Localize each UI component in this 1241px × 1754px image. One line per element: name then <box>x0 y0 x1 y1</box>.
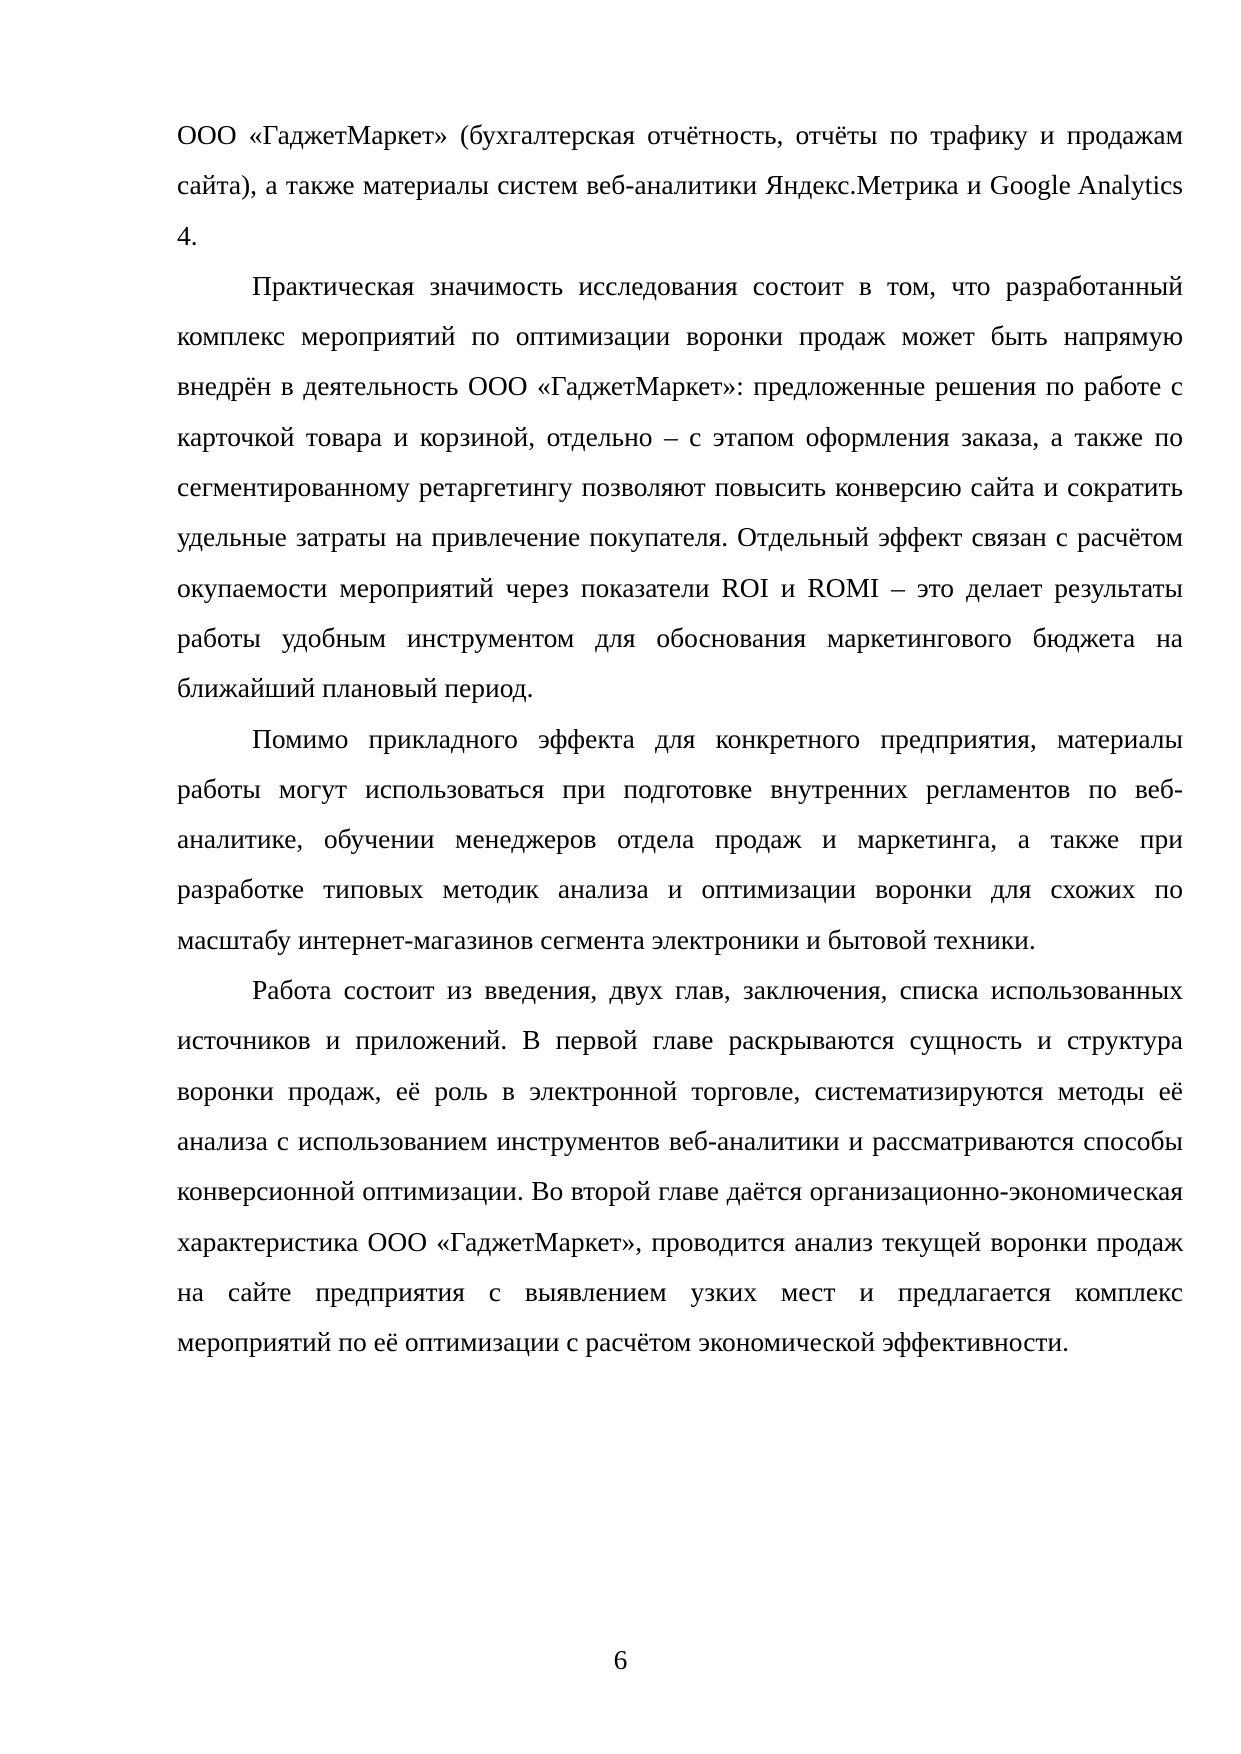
page-number: 6 <box>613 1644 628 1675</box>
paragraph-4: Работа состоит из введения, двух глав, заключения, списка использованных источников и приложений. В первой главе раскрываются сущность и структура воронки продаж, её роль в электронной торговле, систематизируются методы её анализа с использованием инструментов веб-аналитики и рассматриваются способы конверсионной оптимизации. Во второй главе даётся организационно-экономическая характеристика ООО «ГаджетМаркет», проводится анализ текущей воронки продаж на сайте предприятия с выявлением узких мест и предлагается комплекс мероприятий по её оптимизации с расчётом экономической эффективности. <box>177 974 1183 1358</box>
page-body <box>177 110 1183 1367</box>
paragraph-3: Помимо прикладного эффекта для конкретного предприятия, материалы работы могут использоваться при подготовке внутренних регламентов по веб-аналитике, обучении менеджеров отдела продаж и маркетинга, а также при разработке типовых методик анализа и оптимизации воронки для схожих по масштабу интернет-магазинов сегмента электроники и бытовой техники. <box>177 722 1183 955</box>
paragraph-2: Практическая значимость исследования состоит в том, что разработанный комплекс мероприятий по оптимизации воронки продаж может быть напрямую внедрён в деятельность ООО «ГаджетМаркет»: предложенные решения по работе с карточкой товара и корзиной, отдельно – с этапом оформления заказа, а также по сегментированному ретаргетингу позволяют повысить конверсию сайта и сократить удельные затраты на привлечение покупателя. Отдельный эффект связан с расчётом окупаемости мероприятий через показатели ROI и ROMI – это делает результаты работы удобным инструментом для обоснования маркетингового бюджета на ближайший плановый период. <box>177 269 1183 704</box>
paragraph-1: ООО «ГаджетМаркет» (бухгалтерская отчётность, отчёты по трафику и продажам сайта), а также материалы систем веб-аналитики Яндекс.Метрика и Google Analytics 4. <box>177 119 1183 251</box>
